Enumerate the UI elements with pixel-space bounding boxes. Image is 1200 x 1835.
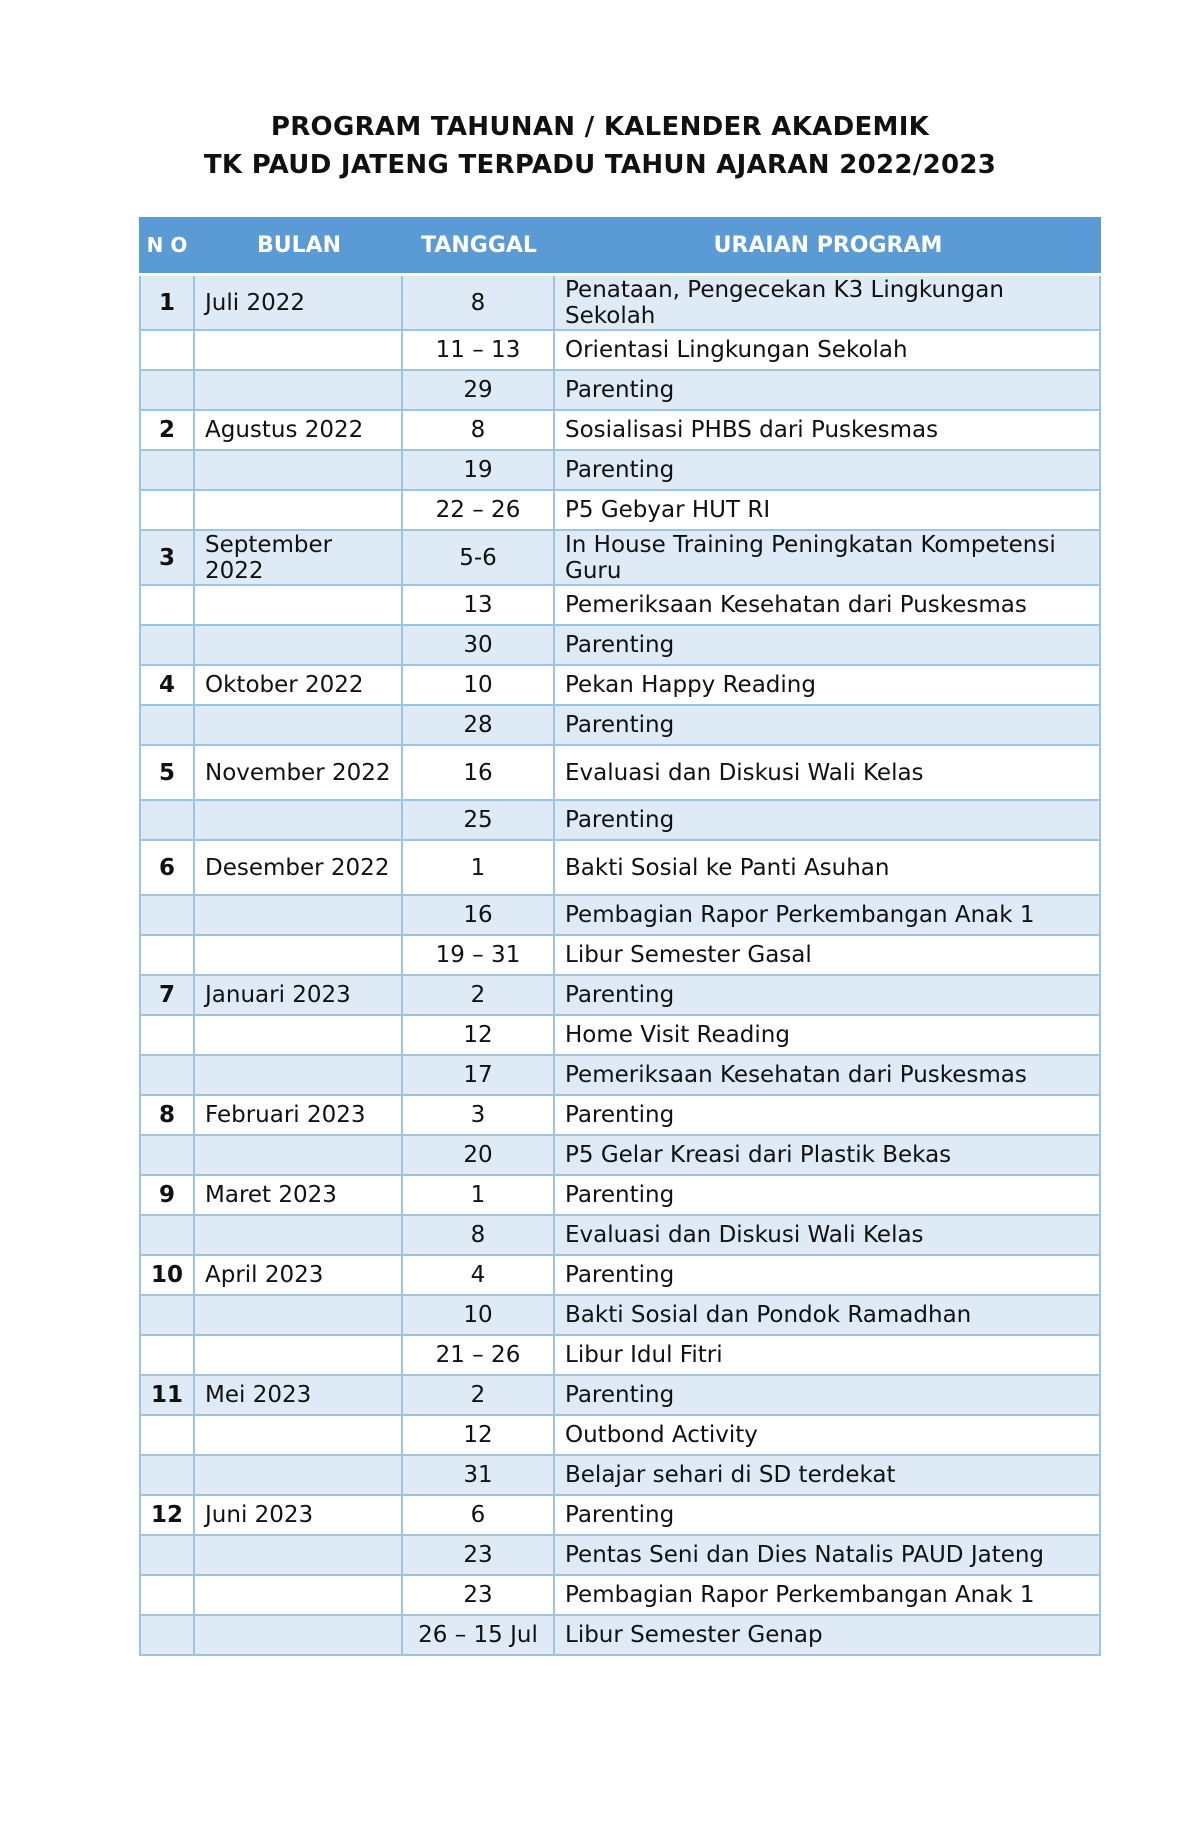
- cell-uraian: Home Visit Reading: [555, 1016, 1101, 1056]
- title-line-2: TK PAUD JATENG TERPADU TAHUN AJARAN 2022/2023: [203, 150, 997, 180]
- table-row: [139, 841, 1101, 896]
- table-row: [139, 1416, 1101, 1456]
- cell-tanggal: 10: [403, 1296, 555, 1336]
- cell-bulan: [195, 1136, 403, 1176]
- table-row: [139, 1136, 1101, 1176]
- cell-uraian: Parenting: [555, 1496, 1101, 1536]
- cell-tanggal: 8: [403, 1216, 555, 1256]
- cell-tanggal: 21 – 26: [403, 1336, 555, 1376]
- table-row: [139, 746, 1101, 801]
- cell-bulan: Juni 2023: [195, 1496, 403, 1536]
- cell-uraian: Pemeriksaan Kesehatan dari Puskesmas: [555, 586, 1101, 626]
- document-title: [0, 108, 1200, 184]
- cell-tanggal: 23: [403, 1576, 555, 1616]
- cell-uraian: Parenting: [555, 801, 1101, 841]
- table-row: [139, 411, 1101, 451]
- cell-tanggal: 22 – 26: [403, 491, 555, 531]
- cell-tanggal: 23: [403, 1536, 555, 1576]
- cell-uraian: Bakti Sosial ke Panti Asuhan: [555, 841, 1101, 896]
- cell-tanggal: 26 – 15 Jul: [403, 1616, 555, 1656]
- cell-uraian: Evaluasi dan Diskusi Wali Kelas: [555, 1216, 1101, 1256]
- cell-uraian: Parenting: [555, 451, 1101, 491]
- cell-bulan: [195, 1456, 403, 1496]
- header-no: N O: [139, 217, 195, 276]
- table-row: [139, 276, 1101, 331]
- cell-tanggal: 12: [403, 1016, 555, 1056]
- cell-tanggal: 16: [403, 896, 555, 936]
- table-row: [139, 626, 1101, 666]
- cell-bulan: [195, 371, 403, 411]
- table-row: [139, 706, 1101, 746]
- cell-uraian: Pembagian Rapor Perkembangan Anak 1: [555, 1576, 1101, 1616]
- cell-no: [139, 1336, 195, 1376]
- cell-no: [139, 801, 195, 841]
- cell-tanggal: 29: [403, 371, 555, 411]
- table-row: [139, 1096, 1101, 1136]
- cell-uraian: Parenting: [555, 706, 1101, 746]
- table-row: [139, 531, 1101, 586]
- cell-uraian: Sosialisasi PHBS dari Puskesmas: [555, 411, 1101, 451]
- cell-tanggal: 25: [403, 801, 555, 841]
- cell-uraian: Libur Semester Gasal: [555, 936, 1101, 976]
- cell-uraian: Pekan Happy Reading: [555, 666, 1101, 706]
- table-row: [139, 1016, 1101, 1056]
- table-row: [139, 331, 1101, 371]
- cell-bulan: Februari 2023: [195, 1096, 403, 1136]
- cell-no: [139, 936, 195, 976]
- cell-bulan: [195, 1016, 403, 1056]
- table-header-row: [139, 217, 1101, 276]
- cell-bulan: [195, 896, 403, 936]
- cell-uraian: Pembagian Rapor Perkembangan Anak 1: [555, 896, 1101, 936]
- title-line-1: PROGRAM TAHUNAN / KALENDER AKADEMIK: [270, 112, 930, 142]
- cell-tanggal: 4: [403, 1256, 555, 1296]
- cell-no: [139, 1576, 195, 1616]
- cell-tanggal: 31: [403, 1456, 555, 1496]
- cell-tanggal: 20: [403, 1136, 555, 1176]
- cell-bulan: [195, 1056, 403, 1096]
- cell-uraian: Libur Semester Genap: [555, 1616, 1101, 1656]
- cell-uraian: Parenting: [555, 1256, 1101, 1296]
- cell-no: 11: [139, 1376, 195, 1416]
- cell-bulan: [195, 451, 403, 491]
- cell-bulan: Oktober 2022: [195, 666, 403, 706]
- cell-no: 1: [139, 276, 195, 331]
- cell-no: 9: [139, 1176, 195, 1216]
- cell-uraian: In House Training Peningkatan Kompetensi Guru: [555, 531, 1101, 586]
- table-row: [139, 1616, 1101, 1656]
- cell-tanggal: 12: [403, 1416, 555, 1456]
- cell-tanggal: 13: [403, 586, 555, 626]
- cell-tanggal: 16: [403, 746, 555, 801]
- header-uraian: URAIAN PROGRAM: [555, 217, 1101, 276]
- table-row: [139, 801, 1101, 841]
- table-row: [139, 1056, 1101, 1096]
- cell-tanggal: 19: [403, 451, 555, 491]
- table-row: [139, 586, 1101, 626]
- cell-uraian: Parenting: [555, 1176, 1101, 1216]
- cell-tanggal: 28: [403, 706, 555, 746]
- cell-no: 5: [139, 746, 195, 801]
- cell-bulan: Desember 2022: [195, 841, 403, 896]
- table-row: [139, 451, 1101, 491]
- cell-bulan: [195, 1416, 403, 1456]
- cell-uraian: Parenting: [555, 626, 1101, 666]
- cell-no: 6: [139, 841, 195, 896]
- cell-no: [139, 1016, 195, 1056]
- cell-no: [139, 896, 195, 936]
- cell-bulan: [195, 1536, 403, 1576]
- cell-bulan: [195, 1616, 403, 1656]
- cell-uraian: Pemeriksaan Kesehatan dari Puskesmas: [555, 1056, 1101, 1096]
- table-row: [139, 491, 1101, 531]
- cell-uraian: Parenting: [555, 976, 1101, 1016]
- cell-no: [139, 1296, 195, 1336]
- table-row: [139, 1376, 1101, 1416]
- cell-bulan: Agustus 2022: [195, 411, 403, 451]
- cell-uraian: Parenting: [555, 1376, 1101, 1416]
- cell-uraian: Libur Idul Fitri: [555, 1336, 1101, 1376]
- cell-no: [139, 1416, 195, 1456]
- cell-bulan: [195, 1216, 403, 1256]
- cell-uraian: P5 Gebyar HUT RI: [555, 491, 1101, 531]
- table-row: [139, 1176, 1101, 1216]
- cell-no: [139, 586, 195, 626]
- cell-uraian: Parenting: [555, 1096, 1101, 1136]
- cell-no: [139, 1616, 195, 1656]
- table-row: [139, 936, 1101, 976]
- table-row: [139, 1336, 1101, 1376]
- cell-uraian: Outbond Activity: [555, 1416, 1101, 1456]
- cell-no: [139, 626, 195, 666]
- table-row: [139, 1256, 1101, 1296]
- cell-no: 3: [139, 531, 195, 586]
- cell-no: [139, 331, 195, 371]
- cell-tanggal: 3: [403, 1096, 555, 1136]
- table-row: [139, 371, 1101, 411]
- cell-bulan: Maret 2023: [195, 1176, 403, 1216]
- cell-bulan: November 2022: [195, 746, 403, 801]
- cell-uraian: Bakti Sosial dan Pondok Ramadhan: [555, 1296, 1101, 1336]
- table-row: [139, 1456, 1101, 1496]
- cell-bulan: [195, 491, 403, 531]
- cell-bulan: Mei 2023: [195, 1376, 403, 1416]
- cell-bulan: [195, 586, 403, 626]
- cell-tanggal: 17: [403, 1056, 555, 1096]
- cell-no: [139, 371, 195, 411]
- cell-no: [139, 1216, 195, 1256]
- cell-bulan: Juli 2022: [195, 276, 403, 331]
- table-row: [139, 1576, 1101, 1616]
- cell-no: [139, 706, 195, 746]
- cell-no: [139, 451, 195, 491]
- cell-tanggal: 30: [403, 626, 555, 666]
- cell-tanggal: 19 – 31: [403, 936, 555, 976]
- cell-bulan: [195, 331, 403, 371]
- cell-uraian: P5 Gelar Kreasi dari Plastik Bekas: [555, 1136, 1101, 1176]
- cell-uraian: Penataan, Pengecekan K3 Lingkungan Sekolah: [555, 276, 1101, 331]
- table-row: [139, 666, 1101, 706]
- table-row: [139, 896, 1101, 936]
- cell-tanggal: 2: [403, 976, 555, 1016]
- cell-bulan: Januari 2023: [195, 976, 403, 1016]
- cell-no: 2: [139, 411, 195, 451]
- cell-no: [139, 1056, 195, 1096]
- cell-no: 8: [139, 1096, 195, 1136]
- cell-bulan: [195, 936, 403, 976]
- cell-no: 10: [139, 1256, 195, 1296]
- cell-tanggal: 8: [403, 276, 555, 331]
- cell-uraian: Parenting: [555, 371, 1101, 411]
- table-row: [139, 1536, 1101, 1576]
- cell-uraian: Evaluasi dan Diskusi Wali Kelas: [555, 746, 1101, 801]
- cell-bulan: [195, 1336, 403, 1376]
- table-row: [139, 1496, 1101, 1536]
- cell-tanggal: 1: [403, 841, 555, 896]
- cell-no: 7: [139, 976, 195, 1016]
- table-row: [139, 1296, 1101, 1336]
- cell-no: [139, 1536, 195, 1576]
- cell-tanggal: 1: [403, 1176, 555, 1216]
- cell-tanggal: 8: [403, 411, 555, 451]
- cell-no: [139, 491, 195, 531]
- cell-uraian: Pentas Seni dan Dies Natalis PAUD Jateng: [555, 1536, 1101, 1576]
- cell-uraian: Orientasi Lingkungan Sekolah: [555, 331, 1101, 371]
- cell-tanggal: 10: [403, 666, 555, 706]
- header-tanggal: TANGGAL: [403, 217, 555, 276]
- cell-bulan: [195, 706, 403, 746]
- table-row: [139, 976, 1101, 1016]
- cell-bulan: April 2023: [195, 1256, 403, 1296]
- cell-no: [139, 1136, 195, 1176]
- table-row: [139, 1216, 1101, 1256]
- cell-bulan: [195, 801, 403, 841]
- academic-calendar-table: [139, 217, 1101, 1656]
- cell-bulan: September 2022: [195, 531, 403, 586]
- cell-bulan: [195, 626, 403, 666]
- cell-no: 4: [139, 666, 195, 706]
- cell-tanggal: 11 – 13: [403, 331, 555, 371]
- cell-tanggal: 2: [403, 1376, 555, 1416]
- cell-bulan: [195, 1576, 403, 1616]
- header-bulan: BULAN: [195, 217, 403, 276]
- cell-no: [139, 1456, 195, 1496]
- cell-tanggal: 6: [403, 1496, 555, 1536]
- cell-tanggal: 5-6: [403, 531, 555, 586]
- cell-no: 12: [139, 1496, 195, 1536]
- cell-uraian: Belajar sehari di SD terdekat: [555, 1456, 1101, 1496]
- cell-bulan: [195, 1296, 403, 1336]
